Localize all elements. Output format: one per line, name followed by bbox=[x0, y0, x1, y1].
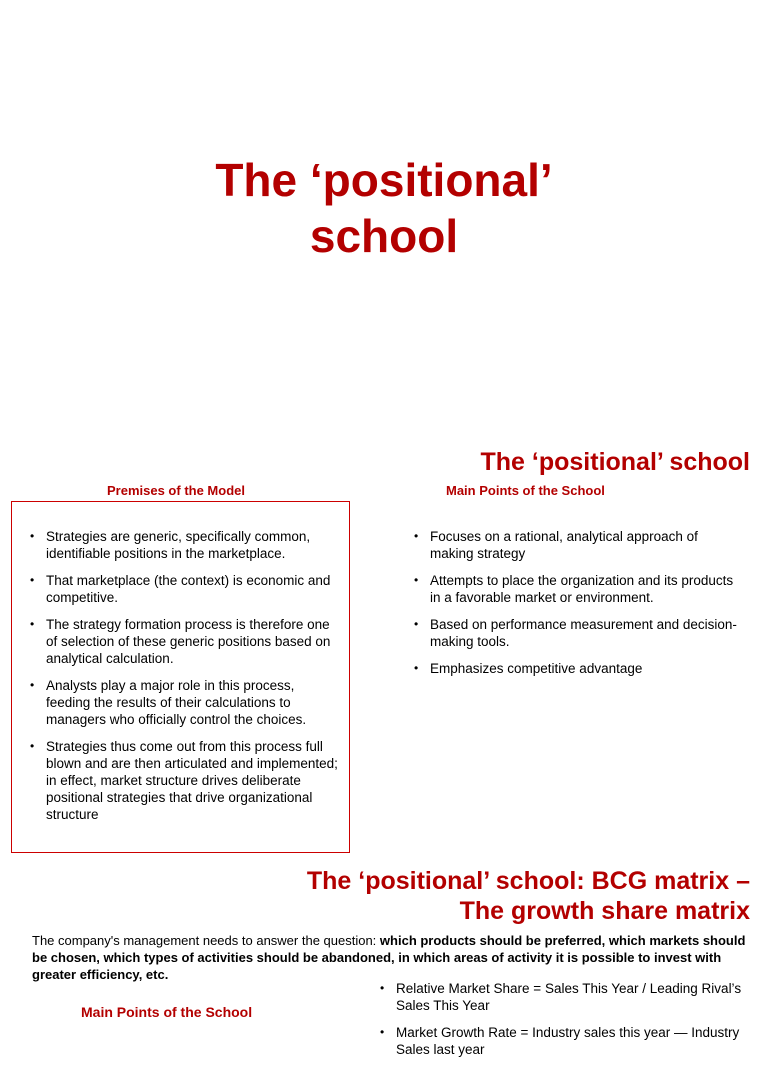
slide-3-title-line2: The growth share matrix bbox=[459, 897, 750, 925]
slide-3-intro bbox=[32, 932, 750, 983]
slide-3-left-heading: Main Points of the School bbox=[81, 1004, 253, 1020]
slide-3-title-line1: The ‘positional’ school: BCG matrix – bbox=[306, 867, 750, 895]
list-item: • Market Growth Rate = Industry sales this year — Industry Sales last year bbox=[378, 1024, 750, 1058]
main-points-heading: Main Points of the School bbox=[446, 483, 605, 498]
list-item: • Analysts play a major role in this process, feeding the results of their calculations to managers who officially control the choices. bbox=[28, 677, 340, 728]
list-item: • Relative Market Share = Sales This Year / Leading Rival’s Sales This Year bbox=[378, 980, 750, 1014]
list-item: • The strategy formation process is therefore one of selection of these generic positions based on analytical calculation. bbox=[28, 616, 340, 667]
slide-3-title bbox=[307, 866, 750, 926]
slide-1-title bbox=[0, 152, 768, 264]
list-item: • Based on performance measurement and decision-making tools. bbox=[412, 616, 742, 650]
slide-1-title-line1: The ‘positional’ bbox=[215, 154, 553, 206]
list-item: • Attempts to place the organization and its products in a favorable market or environment. bbox=[412, 572, 742, 606]
premises-list bbox=[28, 528, 340, 833]
slide-2-title: The ‘positional’ school bbox=[480, 448, 750, 476]
list-item: • Strategies thus come out from this process full blown and are then articulated and implemented; in effect, market structure drives deliberate positional strategies that drive organizational structure bbox=[28, 738, 340, 823]
list-item: • That marketplace (the context) is economic and competitive. bbox=[28, 572, 340, 606]
premises-heading: Premises of the Model bbox=[107, 483, 245, 498]
bcg-bullet-list bbox=[378, 980, 750, 1068]
intro-bold-text: which products should be preferred, which markets should be chosen, which types of activities should be abandoned, in which areas of activity it is possible to invest with greater efficiency, etc. bbox=[32, 933, 746, 982]
list-item: • Strategies are generic, specifically common, identifiable positions in the marketplace. bbox=[28, 528, 340, 562]
list-item: • Focuses on a rational, analytical approach of making strategy bbox=[412, 528, 742, 562]
intro-plain-text: The company's management needs to answer the question: bbox=[32, 933, 380, 948]
main-points-list bbox=[412, 528, 742, 687]
slide-1-title-line2: school bbox=[309, 210, 459, 262]
list-item: • Emphasizes competitive advantage bbox=[412, 660, 742, 677]
